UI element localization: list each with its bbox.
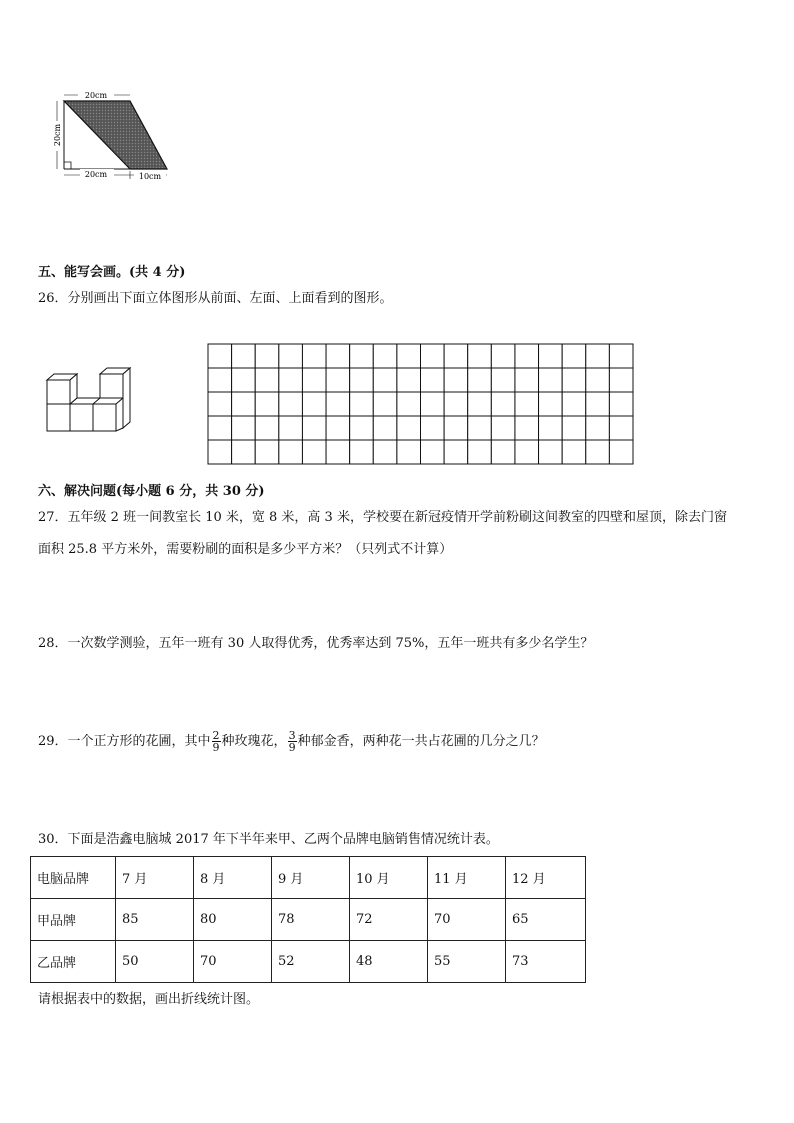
table-cell: 50 bbox=[116, 941, 194, 983]
grid-cell[interactable] bbox=[491, 440, 515, 464]
grid-cell[interactable] bbox=[491, 392, 515, 416]
grid-cell[interactable] bbox=[515, 368, 539, 392]
grid-cell[interactable] bbox=[302, 344, 326, 368]
grid-cell[interactable] bbox=[609, 392, 633, 416]
grid-cell[interactable] bbox=[444, 416, 468, 440]
table-header-cell: 8 月 bbox=[194, 857, 272, 899]
grid-cell[interactable] bbox=[326, 440, 350, 464]
table-header-cell: 11 月 bbox=[428, 857, 506, 899]
grid-cell[interactable] bbox=[279, 392, 303, 416]
grid-cell[interactable] bbox=[562, 368, 586, 392]
grid-cell[interactable] bbox=[468, 416, 492, 440]
q29-fraction-2 bbox=[288, 730, 297, 753]
grid-cell[interactable] bbox=[421, 392, 445, 416]
question-26: 26．分别画出下面立体图形从前面、左面、上面看到的图形。 bbox=[38, 291, 393, 306]
grid-cell[interactable] bbox=[609, 344, 633, 368]
grid-cell[interactable] bbox=[232, 392, 256, 416]
grid-cell[interactable] bbox=[373, 344, 397, 368]
grid-cell[interactable] bbox=[444, 440, 468, 464]
grid-cell[interactable] bbox=[491, 368, 515, 392]
grid-cell[interactable] bbox=[421, 440, 445, 464]
cube-solid-figure bbox=[44, 364, 136, 434]
question-27-line1: 27．五年级 2 班一间教室长 10 米，宽 8 米，高 3 米，学校要在新冠疫情开学前粉刷这间教室的四壁和屋顶，除去门窗 bbox=[38, 510, 727, 525]
grid-cell[interactable] bbox=[468, 368, 492, 392]
grid-cell[interactable] bbox=[609, 440, 633, 464]
grid-cell[interactable] bbox=[421, 368, 445, 392]
grid-cell[interactable] bbox=[302, 392, 326, 416]
grid-cell[interactable] bbox=[232, 416, 256, 440]
grid-cell[interactable] bbox=[468, 392, 492, 416]
grid-cell[interactable] bbox=[468, 440, 492, 464]
q29-frac2-denominator: 9 bbox=[288, 741, 296, 754]
grid-cell[interactable] bbox=[609, 368, 633, 392]
grid-cell[interactable] bbox=[232, 368, 256, 392]
grid-cell[interactable] bbox=[255, 392, 279, 416]
grid-cell[interactable] bbox=[539, 344, 563, 368]
grid-cell[interactable] bbox=[397, 440, 421, 464]
grid-cell[interactable] bbox=[491, 344, 515, 368]
grid-cell[interactable] bbox=[302, 440, 326, 464]
table-cell: 70 bbox=[194, 941, 272, 983]
sales-table bbox=[30, 856, 586, 983]
q29-text-2: 种玫瑰花， bbox=[221, 734, 287, 749]
grid-cell[interactable] bbox=[397, 392, 421, 416]
grid-cell[interactable] bbox=[586, 440, 610, 464]
grid-cell[interactable] bbox=[326, 368, 350, 392]
grid-cell[interactable] bbox=[350, 416, 374, 440]
table-cell: 80 bbox=[194, 899, 272, 941]
grid-cell[interactable] bbox=[208, 440, 232, 464]
table-header-row bbox=[31, 857, 586, 899]
section5-title: 五、能写会画。(共 4 分) bbox=[38, 265, 186, 280]
q29-text-3: 种郁金香，两种花一共占花圃的几分之几？ bbox=[297, 734, 545, 749]
grid-cell[interactable] bbox=[562, 392, 586, 416]
table-header-cell: 12 月 bbox=[506, 857, 586, 899]
q29-frac1-numerator: 2 bbox=[212, 729, 220, 742]
q29-text-1: 29．一个正方形的花圃，其中 bbox=[38, 734, 211, 749]
table-cell: 52 bbox=[272, 941, 350, 983]
bottom-left-label: 20cm bbox=[84, 170, 108, 179]
shaded-triangle bbox=[64, 101, 167, 169]
grid-cell[interactable] bbox=[539, 368, 563, 392]
grid-cell[interactable] bbox=[515, 392, 539, 416]
table-cell: 73 bbox=[506, 941, 586, 983]
grid-cell[interactable] bbox=[326, 392, 350, 416]
grid-cell[interactable] bbox=[255, 344, 279, 368]
table-cell: 70 bbox=[428, 899, 506, 941]
table-header-cell: 电脑品牌 bbox=[31, 857, 116, 899]
grid-cell[interactable] bbox=[255, 440, 279, 464]
q29-frac1-denominator: 9 bbox=[212, 741, 220, 754]
question-30: 30．下面是浩鑫电脑城 2017 年下半年来甲、乙两个品牌电脑销售情况统计表。 bbox=[38, 832, 499, 847]
grid-cell[interactable] bbox=[586, 392, 610, 416]
grid-cell[interactable] bbox=[350, 344, 374, 368]
grid-cell[interactable] bbox=[302, 416, 326, 440]
grid-cell[interactable] bbox=[609, 416, 633, 440]
grid-cell[interactable] bbox=[255, 368, 279, 392]
grid-cell[interactable] bbox=[444, 392, 468, 416]
table-row bbox=[31, 899, 586, 941]
grid-cell[interactable] bbox=[373, 416, 397, 440]
table-cell: 72 bbox=[350, 899, 428, 941]
q29-fraction-1 bbox=[212, 730, 221, 753]
grid-cell[interactable] bbox=[279, 416, 303, 440]
table-header-cell: 7 月 bbox=[116, 857, 194, 899]
grid-cell[interactable] bbox=[491, 416, 515, 440]
grid-cell[interactable] bbox=[421, 416, 445, 440]
grid-cell[interactable] bbox=[350, 440, 374, 464]
question-30-instruction: 请根据表中的数据，画出折线统计图。 bbox=[38, 992, 260, 1007]
bottom-right-label: 10cm bbox=[138, 172, 162, 181]
grid-cell[interactable] bbox=[255, 416, 279, 440]
grid-cell[interactable] bbox=[279, 344, 303, 368]
grid-cell[interactable] bbox=[208, 344, 232, 368]
q29-frac2-numerator: 3 bbox=[288, 729, 296, 742]
grid-cell[interactable] bbox=[208, 392, 232, 416]
grid-cell[interactable] bbox=[586, 416, 610, 440]
trapezoid-figure bbox=[50, 85, 180, 185]
top-width-label: 20cm bbox=[84, 91, 108, 100]
table-cell: 乙品牌 bbox=[31, 941, 116, 983]
grid-cell[interactable] bbox=[279, 440, 303, 464]
grid-cell[interactable] bbox=[397, 344, 421, 368]
grid-cell[interactable] bbox=[208, 416, 232, 440]
table-header-cell: 9 月 bbox=[272, 857, 350, 899]
grid-cell[interactable] bbox=[444, 368, 468, 392]
left-height-label: 20cm bbox=[53, 123, 62, 147]
question-29 bbox=[38, 730, 545, 754]
grid-cell[interactable] bbox=[515, 440, 539, 464]
question-27-line2: 面积 25.8 平方米外，需要粉刷的面积是多少平方米？（只列式不计算） bbox=[38, 542, 453, 557]
grid-cell[interactable] bbox=[232, 344, 256, 368]
question-28: 28．一次数学测验，五年一班有 30 人取得优秀，优秀率达到 75%，五年一班共有多少名学生？ bbox=[38, 636, 594, 651]
grid-cell[interactable] bbox=[326, 344, 350, 368]
grid-cell[interactable] bbox=[586, 368, 610, 392]
grid-cell[interactable] bbox=[302, 368, 326, 392]
grid-cell[interactable] bbox=[208, 368, 232, 392]
grid-cell[interactable] bbox=[350, 368, 374, 392]
grid-cell[interactable] bbox=[373, 368, 397, 392]
table-cell: 78 bbox=[272, 899, 350, 941]
drawing-grid[interactable] bbox=[207, 343, 634, 465]
right-angle-mark bbox=[64, 162, 71, 169]
table-cell: 48 bbox=[350, 941, 428, 983]
grid-cell[interactable] bbox=[279, 368, 303, 392]
table-cell: 85 bbox=[116, 899, 194, 941]
table-cell: 55 bbox=[428, 941, 506, 983]
grid-cell[interactable] bbox=[539, 392, 563, 416]
grid-cell[interactable] bbox=[515, 344, 539, 368]
grid-cell[interactable] bbox=[515, 416, 539, 440]
grid-cell[interactable] bbox=[373, 392, 397, 416]
grid-cell[interactable] bbox=[326, 416, 350, 440]
grid-cell[interactable] bbox=[562, 440, 586, 464]
table-row bbox=[31, 941, 586, 983]
grid-cell[interactable] bbox=[539, 440, 563, 464]
grid-cell[interactable] bbox=[232, 440, 256, 464]
table-cell: 甲品牌 bbox=[31, 899, 116, 941]
grid-cell[interactable] bbox=[468, 344, 492, 368]
grid-cell[interactable] bbox=[562, 416, 586, 440]
grid-cell[interactable] bbox=[421, 344, 445, 368]
grid-cell[interactable] bbox=[397, 416, 421, 440]
section6-title: 六、解决问题(每小题 6 分，共 30 分) bbox=[38, 484, 265, 499]
grid-cell[interactable] bbox=[444, 344, 468, 368]
grid-cell[interactable] bbox=[562, 344, 586, 368]
table-cell: 65 bbox=[506, 899, 586, 941]
grid-cell[interactable] bbox=[350, 392, 374, 416]
grid-cell[interactable] bbox=[539, 416, 563, 440]
table-header-cell: 10 月 bbox=[350, 857, 428, 899]
grid-cell[interactable] bbox=[586, 344, 610, 368]
grid-cell[interactable] bbox=[373, 440, 397, 464]
grid-cell[interactable] bbox=[397, 368, 421, 392]
